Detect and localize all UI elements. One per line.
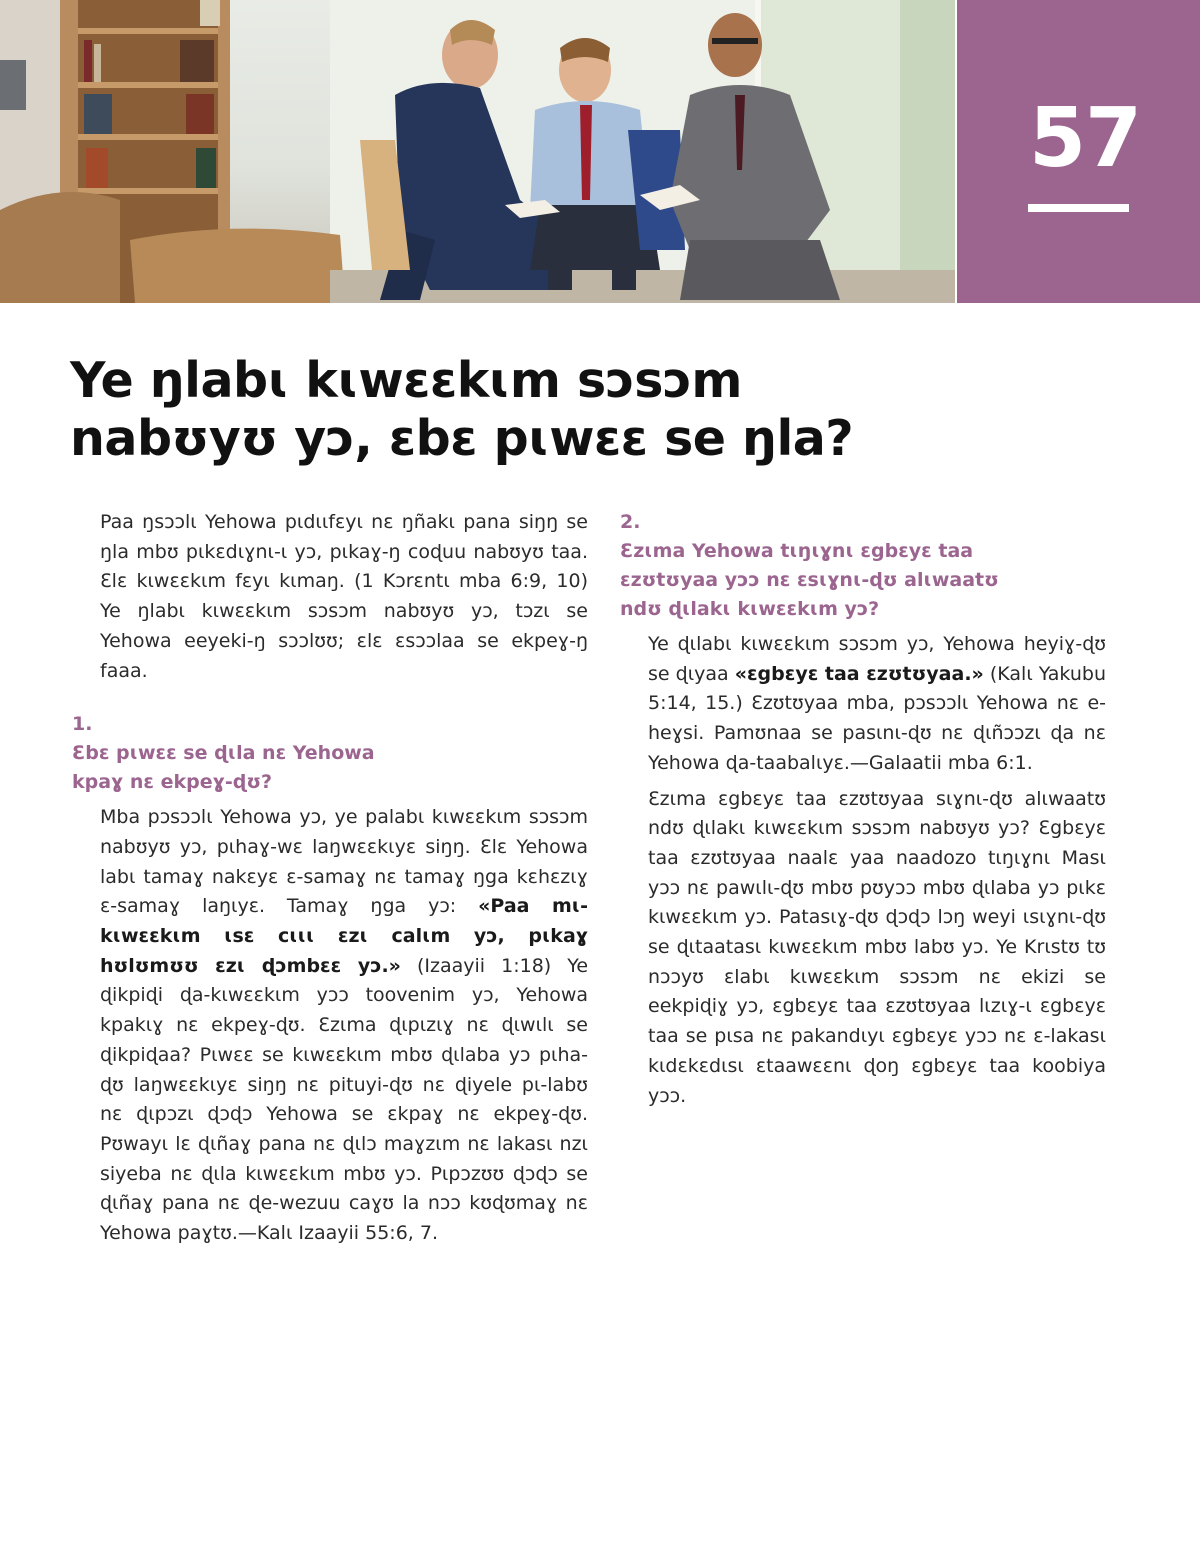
page-title — [70, 352, 1130, 468]
question-1-heading — [72, 710, 588, 797]
lesson-number-block — [957, 0, 1200, 303]
question-2-answer-1-text-a: Ye ɖɩlabɩ kɩwɛɛkɩm sɔsɔm yɔ, Yehowa heyiɣ-ɖʊ se ɖɩyaa — [648, 633, 1106, 685]
page-title-line-1: Ye ŋlabɩ kɩwɛɛkɩm sɔsɔm — [70, 352, 742, 409]
question-2-line-2: ɛzʊtʊyaa yɔɔ nɛ ɛsɩɣnɩ-ɖʊ alɩwaatʊ — [620, 569, 999, 591]
question-1-line-2: kpaɣ nɛ ekpeɣ-ɖʊ? — [72, 771, 273, 794]
left-column — [72, 508, 588, 1249]
question-2-line-1: Ɛzɩma Yehowa tɩŋɩɣnɩ ɛgbɛyɛ taa — [620, 540, 974, 562]
lesson-number-underline — [1028, 204, 1129, 212]
question-2-answer-1-text-b: (Kalɩ Yakubu 5:14, 15.) Ɛzʊtʊyaa mba, pɔsɔɔlɩ Yehowa nɛ e-heɣsi. Pamʊnaa se pasɩnɩ-ɖʊ nɛ ɖɩñɔɔzɩ ɖa nɛ Yehowa ɖa-taabalɩyɛ.—Galaatii mba 6:1. — [648, 662, 1106, 774]
question-1-quote: «Paa mɩ-kɩwɛɛkɩm ɩsɛ cɩɩɩ ɛzɩ calɩm yɔ, pɩkaɣ hʊlʊmʊʊ ɛzɩ ɖɔmbɛɛ yɔ.» — [100, 895, 589, 977]
lesson-number-text: 57 — [1029, 91, 1142, 186]
counseling-photo-illustration — [0, 0, 955, 303]
right-column — [620, 508, 1106, 1111]
question-1-answer — [72, 803, 588, 1249]
question-2-answer-2: Ɛzɩma ɛgbɛyɛ taa ɛzʊtʊyaa sɩɣnɩ-ɖʊ alɩwaatʊ ndʊ ɖɩlakɩ kɩwɛɛkɩm sɔsɔm nabʊyʊ yɔ? Ɛgbɛyɛ taa ɛzʊtʊyaa naalɛ yaa naadozo tɩŋɩɣnɩ Masɩ yɔɔ nɛ pawɩlɩ-ɖʊ mbʊ pʊyɔɔ mbʊ ɖɩlaba yɔ pɩkɛ kɩwɛɛkɩm yɔ. Patasɩɣ-ɖʊ ɖɔɖɔ lɔŋ weyi ɩsɩɣnɩ-ɖʊ se ɖɩtaatasɩ kɩwɛɛkɩm mbʊ labʊ yɔ. Ye Krɩstʊ tʊ nɔɔyʊ ɛlabɩ kɩwɛɛkɩm sɔsɔm nɛ ekizi se eekpiɖiɣ yɔ, ɛgbɛyɛ taa ɛzʊtʊyaa lɩzɩɣ-ɩ ɛgbɛyɛ taa se pɩsa nɛ pakandɩyɩ ɛgbɛyɛ yɔɔ nɛ ɛ-lakasɩ kɩdɛkɛdɩsɩ ɛtaawɛɛnɩ ɖoŋ ɛgbɛyɛ taa koobiya yɔɔ. — [648, 787, 1106, 1107]
question-1-number: 1. — [72, 713, 93, 736]
question-1-answer-text-b: (Izaayii 1:18) Ye ɖikpiɖi ɖa-kɩwɛɛkɩm yɔɔ toovenim yɔ, Yehowa kpakɩɣ nɛ ekpeɣ-ɖʊ. Ɛzɩma ɖɩpɩzɩɣ nɛ ɖɩwɩlɩ se ɖikpiɖaa? Pɩwɛɛ se kɩwɛɛkɩm mbʊ ɖɩlaba yɔ pɩha-ɖʊ laŋwɛɛkɩyɛ siŋŋ nɛ pituyi-ɖʊ nɛ ɖiyele pɩ-labʊ nɛ ɖɩpɔzɩ ɖɔɖɔ Yehowa se ɛkpaɣ nɛ ekpeɣ-ɖʊ. Pʊwayɩ lɛ ɖɩñaɣ pana nɛ ɖɩlɔ maɣzɩm nɛ lakasɩ nzɩ siyeba nɛ ɖɩla kɩwɛɛkɩm mbʊ yɔ. Pɩpɔzʊʊ ɖɔɖɔ se ɖɩñaɣ pana nɛ ɖe-wezuu caɣʊ la nɔɔ kʊɖʊmaɣ nɛ Yehowa paɣtʊ.—Kalɩ Izaayii 55:6, 7. — [100, 954, 589, 1245]
intro-paragraph: Paa ŋsɔɔlɩ Yehowa pɩdɩɩfɛyɩ nɛ ŋñakɩ pana siŋŋ se ŋla mbʊ pɩkɛdɩɣnɩ-ɩ yɔ, pɩkaɣ-ŋ coɖuu nabʊyʊ taa. Ɛlɛ kɩwɛɛkɩm fɛyɩ kɩmaŋ. (1 Kɔrɛntɩ mba 6:9, 10) Ye ŋlabɩ kɩwɛɛkɩm sɔsɔm nabʊyʊ yɔ, tɔzɩ se Yehowa eeyeki-ŋ sɔɔlʊʊ; ɛlɛ ɛsɔɔlaa se ekpeɣ-ŋ faaa. — [100, 511, 588, 682]
question-1-line-1: Ɛbɛ pɩwɛɛ se ɖɩla nɛ Yehowa — [72, 742, 375, 765]
question-2-heading — [620, 508, 1106, 624]
question-1-answer-text-a: Mba pɔsɔɔlɩ Yehowa yɔ, ye palabɩ kɩwɛɛkɩm sɔsɔm nabʊyʊ yɔ, pɩhaɣ-wɛ laŋwɛɛkɩyɛ siŋŋ. Ɛlɛ Yehowa labɩ tamaɣ nakɛyɛ ɛ-samaɣ nɛ tamaɣ ŋga kɛhɛzɩɣ ɛ-samaɣ laŋɩyɛ. Tamaɣ ŋga yɔ: — [100, 806, 588, 918]
question-2-number: 2. — [620, 511, 641, 533]
page-title-line-2: nabʊyʊ yɔ, ɛbɛ pɩwɛɛ se ŋla? — [70, 410, 854, 467]
lesson-number — [957, 91, 1200, 186]
question-2-quote: «ɛgbɛyɛ taa ɛzʊtʊyaa.» — [734, 662, 984, 685]
question-2-line-3: ndʊ ɖɩlakɩ kɩwɛɛkɩm yɔ? — [620, 598, 880, 620]
question-2-answer-1 — [620, 630, 1106, 779]
header-photo — [0, 0, 955, 303]
